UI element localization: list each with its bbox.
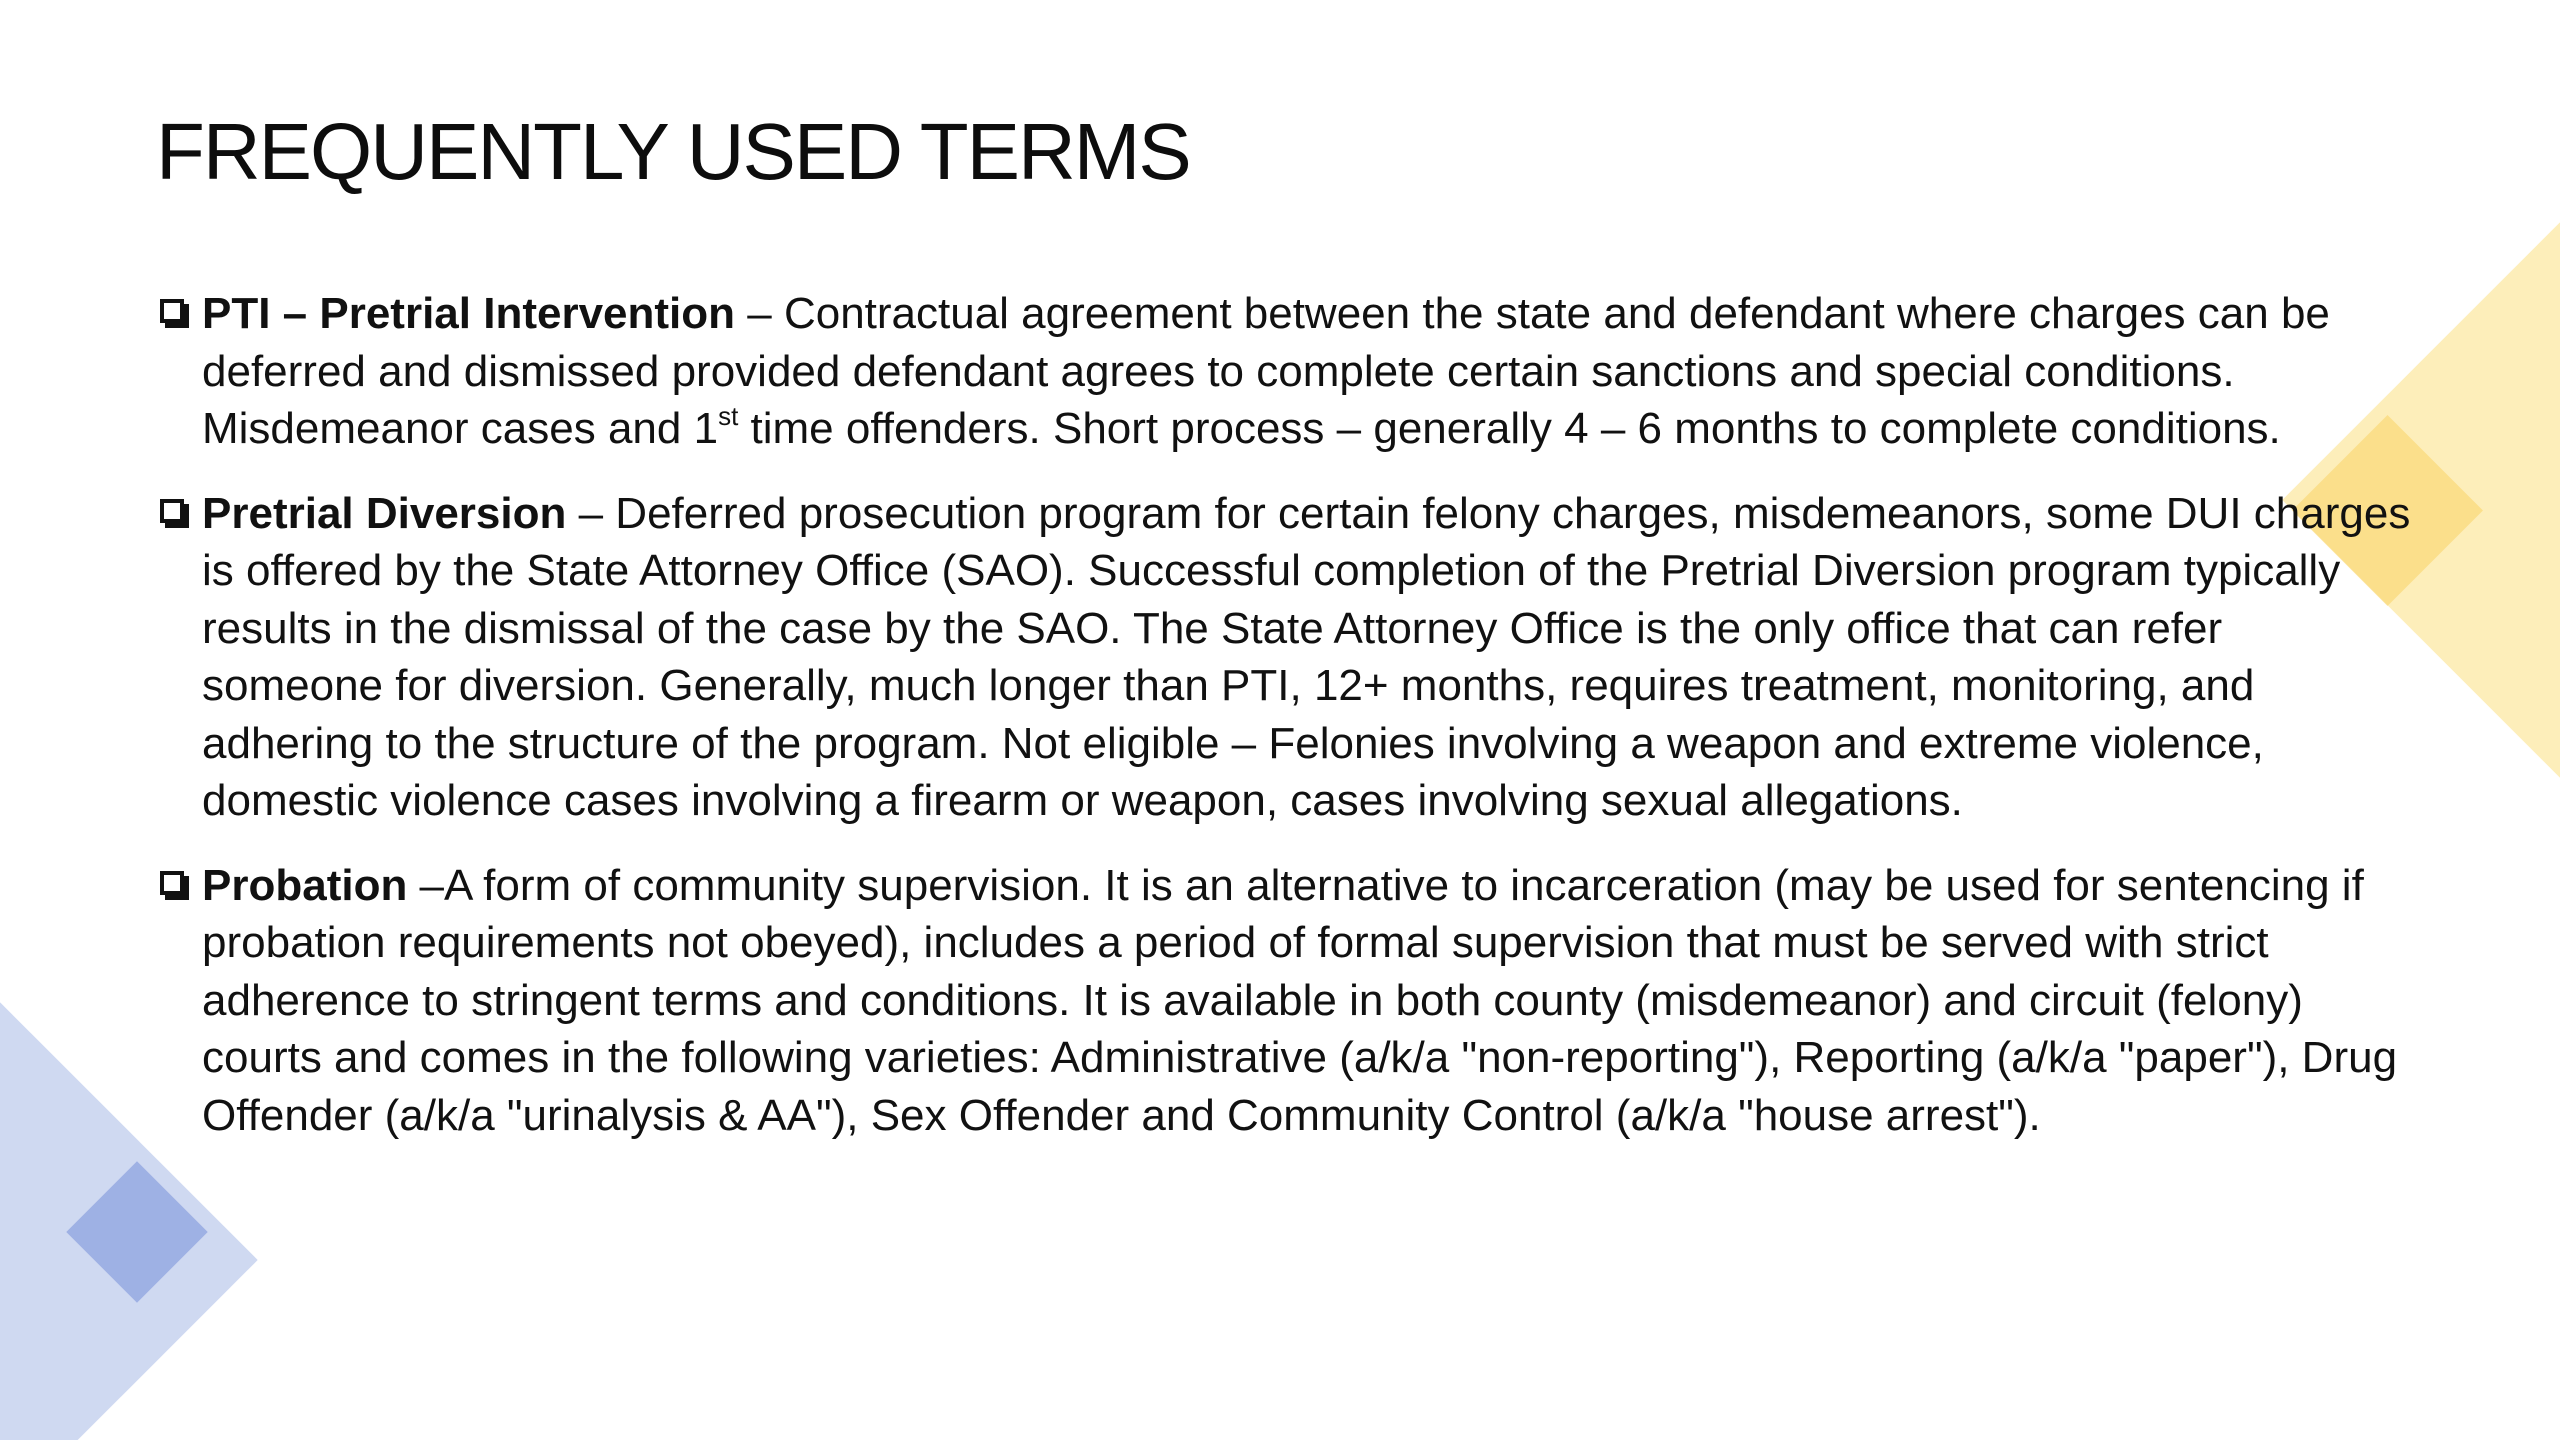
term-definition: Contractual agreement between the state and defendant where charges can be deferred and dismissed provided defendant agrees to complete certain sanctions and special conditions. Misdemeanor cases and 1 <box>202 289 2330 453</box>
checkbox-bullet-icon <box>160 499 184 523</box>
term-name: Probation <box>202 860 408 910</box>
term-separator: – <box>735 289 784 338</box>
term-definition: A form of community supervision. It is an alternative to incarceration (may be used for sentencing if probation requirements not obeyed), includes a period of formal supervision that must be served with strict adherence to stringent terms and conditions. It is available in both county (misdemeanor) and circuit (felony) courts and comes in the following varieties: Administrative (a/k/a "non-reporting"), Reporting (a/k/a "paper"), Drug Offender (a/k/a "urinalysis & AA"), Sex Offender and Community Control (a/k/a "house arrest"). <box>202 860 2398 1140</box>
terms-list <box>156 285 2411 1171</box>
checkbox-bullet-icon <box>160 299 184 323</box>
term-name: PTI – Pretrial Intervention <box>202 289 736 338</box>
term-separator: – <box>566 488 616 538</box>
ordinal-suffix: st <box>718 401 739 431</box>
term-definition: Deferred prosecution program for certain felony charges, misdemeanors, some DUI charges is offered by the State Attorney Office (SAO). Successful completion of the Pretrial Diversion program typically results in the dismissal of the case by the SAO. The State Attorney Office is the only office that can refer someone for diversion. Generally, much longer than PTI, 12+ months, requires treatment, monitoring, and adhering to the structure of the program. Not eligible – Felonies involving a weapon and extreme violence, domestic violence cases involving a firearm or weapon, cases involving sexual allegations. <box>202 488 2411 825</box>
slide-title: FREQUENTLY USED TERMS <box>156 107 1190 196</box>
term-definition-continued: time offenders. Short process – generally 4 – 6 months to complete conditions. <box>738 404 2281 453</box>
term-pti <box>156 285 2411 458</box>
checkbox-bullet-icon <box>160 871 184 895</box>
term-pretrial-diversion <box>156 485 2411 830</box>
term-separator: – <box>407 860 445 910</box>
term-name: Pretrial Diversion <box>202 488 567 538</box>
term-probation <box>156 857 2411 1145</box>
